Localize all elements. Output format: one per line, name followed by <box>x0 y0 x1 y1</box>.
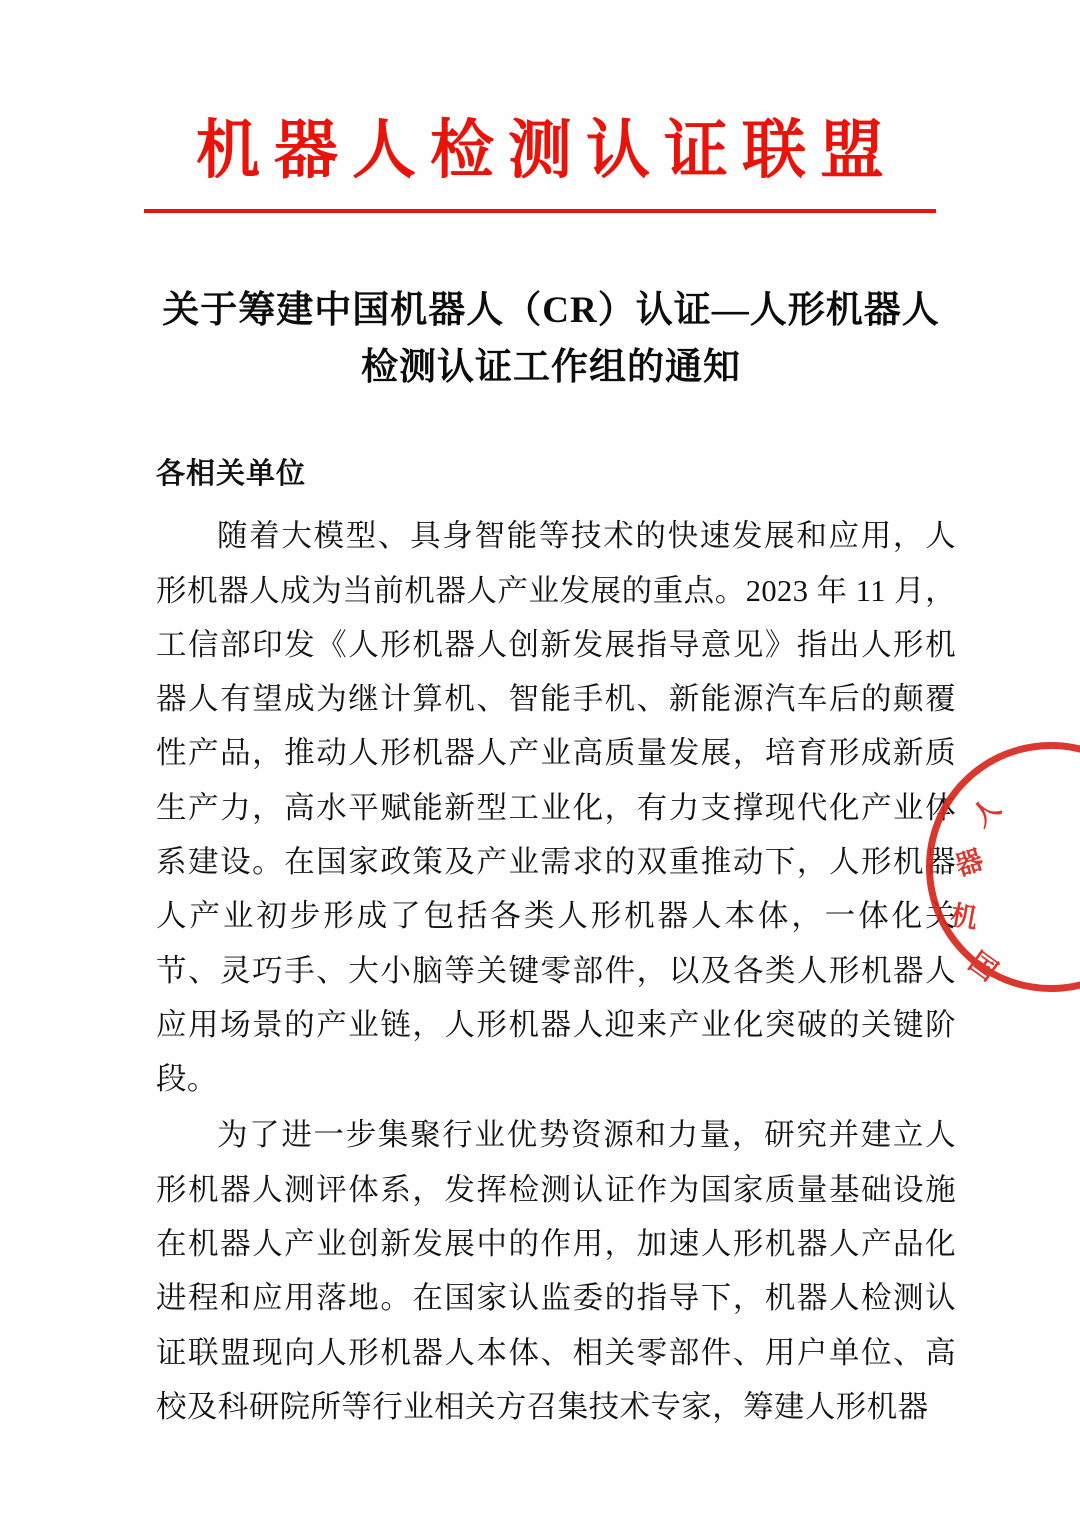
salutation: 各相关单位 <box>156 458 307 490</box>
seal-character: 国 <box>962 946 1003 988</box>
seal-character: 人 <box>966 792 1007 834</box>
document-title: 关于筹建中国机器人（CR）认证—人形机器人检测认证工作组的通知 <box>162 290 940 389</box>
seal-character: 机 <box>947 899 980 936</box>
body-paragraph: 为了进一步集聚行业优势资源和力量，研究并建立人形机器人测评体系，发挥检测认证作为国家质量基础设施在机器人产业创新发展中的作用，加速人形机器人产品化进程和应用落地。在国家认监委的指导下，机器人检测认证联盟现向人形机器人本体、相关零部件、用户单位、高校及科研院所等行业相关方召集技术专家，筹建人形机器 <box>156 1118 956 1424</box>
letterhead <box>0 114 1080 213</box>
document-body <box>156 450 956 1436</box>
letterhead-divider <box>144 209 936 213</box>
body-paragraph: 随着大模型、具身智能等技术的快速发展和应用，人形机器人成为当前机器人产业发展的重点。2023 年 11 月，工信部印发《人形机器人创新发展指导意见》指出人形机器人有望成为继计算机、智能手机、新能源汽车后的颠覆性产品，推动人形机器人产业高质量发展，培育形成新质生产力，高水平赋能新型工业化，有力支撑现代化产业体系建设。在国家政策及产业需求的双重推动下，人形机器人产业初步形成了包括各类人形机器人本体，一体化关节、灵巧手、大小脑等关键零部件，以及各类人形机器人应用场景的产业链，人形机器人迎来产业化突破的关键阶段。 <box>156 519 956 1097</box>
seal-character: 器 <box>951 844 988 883</box>
letterhead-organization: 机器人检测认证联盟 <box>196 114 898 188</box>
